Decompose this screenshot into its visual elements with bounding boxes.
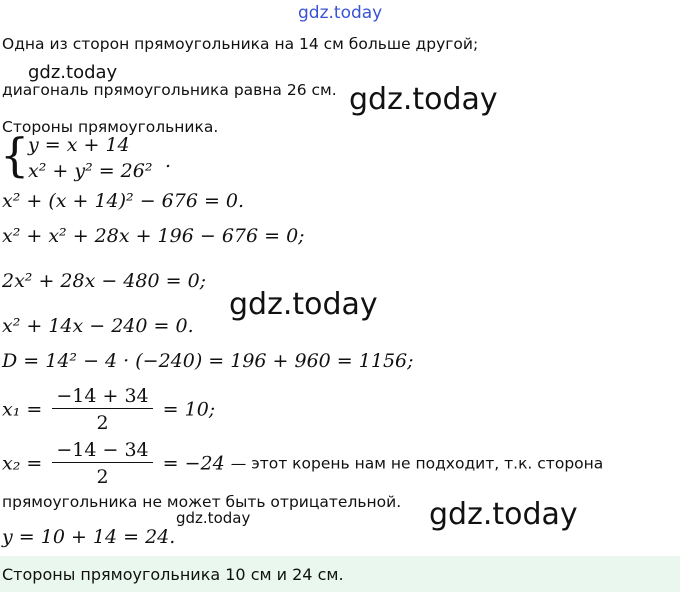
watermark-top: gdz.today — [298, 3, 383, 23]
root-x1 — [2, 384, 215, 435]
root-x2-fraction — [52, 438, 152, 489]
system-equation-1: y = x + 14 — [28, 134, 130, 156]
discriminant: D = 14² − 4 · (−240) = 196 + 960 = 1156; — [2, 350, 414, 372]
step-4: x² + 14x − 240 = 0. — [2, 315, 194, 337]
final-answer: Стороны прямоугольника 10 см и 24 см. — [2, 565, 344, 584]
system-dot: . — [165, 150, 172, 172]
watermark: gdz.today — [349, 82, 498, 117]
root-x2-denominator: 2 — [96, 466, 109, 488]
root-x2-numerator: −14 − 34 — [52, 438, 152, 463]
step-2: x² + x² + 28x + 196 − 676 = 0; — [2, 225, 305, 247]
step-3: 2x² + 28x − 480 = 0; — [2, 270, 207, 292]
root-x1-denominator: 2 — [96, 412, 109, 434]
root-x2-lhs: x₂ = — [2, 452, 43, 475]
root-x2-rhs: = −24 — [162, 452, 225, 475]
system-brace: { — [0, 128, 30, 182]
root-x2 — [2, 438, 603, 489]
root-x1-numerator: −14 + 34 — [52, 384, 152, 409]
problem-line-1: Одна из сторон прямоугольника на 14 см больше другой; — [2, 35, 479, 53]
root-x1-rhs: = 10; — [162, 398, 216, 421]
watermark: gdz.today — [176, 509, 251, 527]
sides-label: Стороны прямоугольника. — [2, 118, 219, 136]
watermark: gdz.today — [28, 62, 118, 83]
watermark: gdz.today — [229, 287, 378, 322]
root-x1-lhs: x₁ = — [2, 398, 43, 421]
y-value: y = 10 + 14 = 24. — [2, 526, 176, 548]
root-x2-comment-continued: прямоугольника не может быть отрицательной. — [2, 493, 402, 511]
watermark: gdz.today — [429, 497, 578, 532]
problem-line-2: диагональ прямоугольника равна 26 см. — [2, 81, 337, 99]
step-1: x² + (x + 14)² − 676 = 0. — [2, 190, 245, 212]
root-x1-fraction — [52, 384, 152, 435]
root-x2-comment: — этот корень нам не подходит, т.к. сторона — [230, 454, 604, 473]
system-equation-2: x² + y² = 26² — [28, 160, 153, 182]
